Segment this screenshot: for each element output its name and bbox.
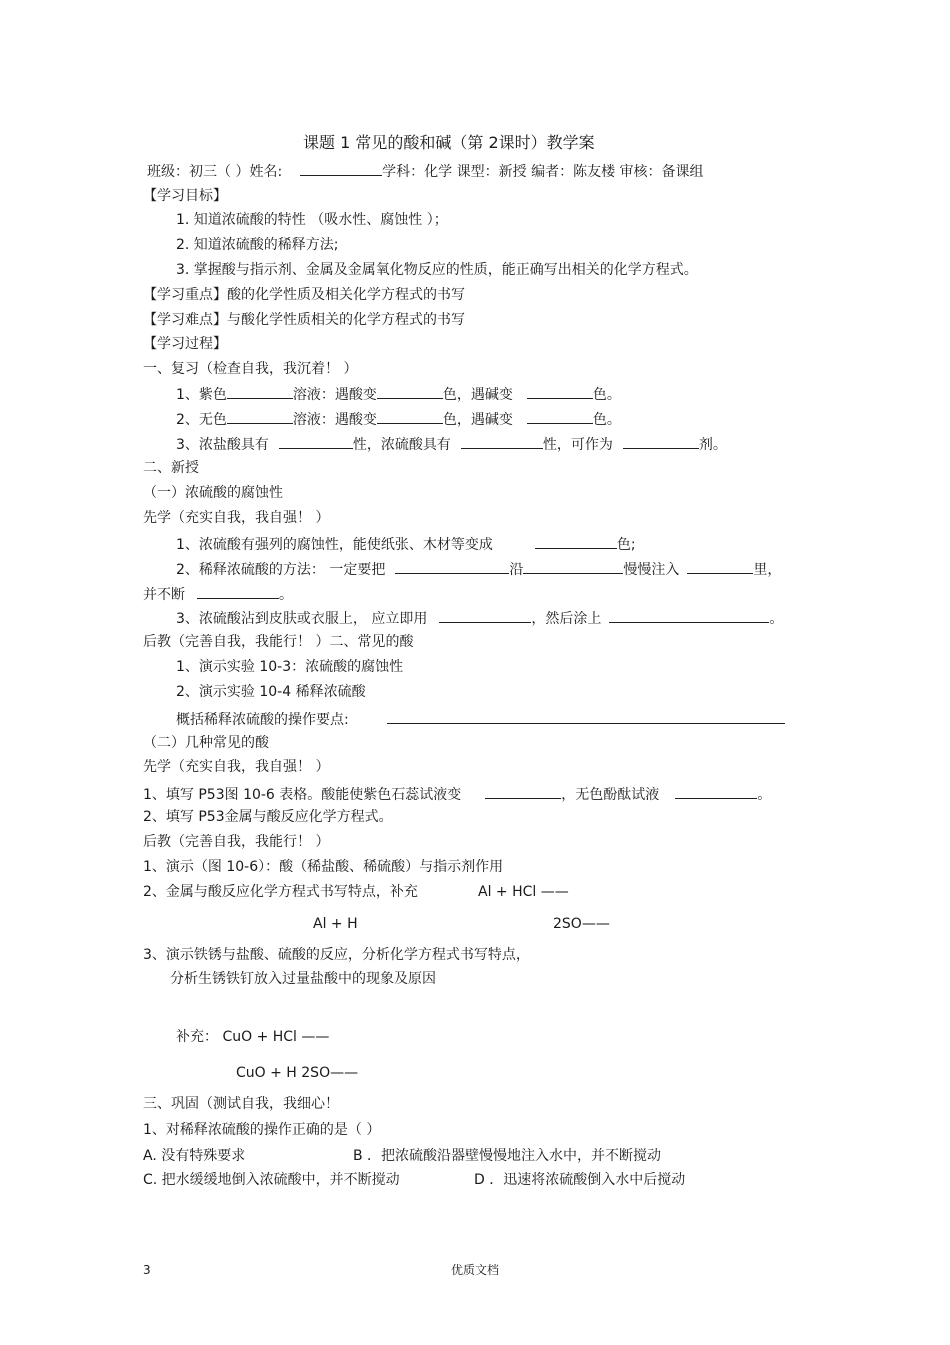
answer-blank[interactable]: [523, 559, 623, 574]
demo-item: 分析生锈铁钉放入过量盐酸中的现象及原因: [170, 971, 436, 987]
answer-blank[interactable]: [461, 434, 543, 449]
text: 性，浓硫酸具有: [352, 437, 451, 453]
text: 2、稀释浓硫酸的方法： 一定要把: [176, 562, 386, 578]
text: 1、紫色: [176, 387, 227, 403]
equation: CuO + H 2SO——: [236, 1065, 359, 1081]
answer-blank[interactable]: [227, 409, 293, 424]
answer-blank[interactable]: [377, 384, 443, 399]
option-b[interactable]: B ．把浓硫酸沿器壁慢慢地注入水中，并不断搅动: [353, 1148, 662, 1164]
text: 色;: [616, 537, 636, 553]
key-point: 【学习重点】酸的化学性质及相关化学方程式的书写: [143, 287, 465, 303]
answer-blank[interactable]: [485, 784, 561, 799]
answer-blank[interactable]: [377, 409, 443, 424]
text: ，无色酚酞试液: [561, 787, 660, 803]
process-heading: 【学习过程】: [143, 336, 227, 352]
equation-part: 2SO——: [553, 916, 610, 932]
text: 慢慢注入: [623, 562, 680, 578]
answer-blank[interactable]: [687, 559, 753, 574]
demo-item: 1、演示实验 10-3：浓硫酸的腐蚀性: [176, 659, 404, 675]
text: 。: [757, 787, 772, 803]
summary-line: [176, 709, 785, 729]
text: 3、浓硫酸沾到皮肤或衣服上， 应立即用: [176, 611, 428, 627]
text: 溶液：遇酸变: [292, 387, 377, 403]
answer-blank[interactable]: [279, 434, 353, 449]
page-title: 课题 1 常见的酸和碱（第 2课时）教学案: [303, 133, 595, 152]
goal-item: 1. 知道浓硫酸的特性 （吸水性、腐蚀性 ）；: [176, 212, 448, 228]
answer-blank[interactable]: [623, 434, 699, 449]
text: 色，遇碱变: [442, 387, 513, 403]
subsection-heading: （一）浓硫酸的腐蚀性: [143, 485, 283, 501]
text: 。: [769, 611, 784, 627]
demo-item: 3、演示铁锈与盐酸、硫酸的反应，分析化学方程式书写特点，: [143, 947, 530, 963]
review-line-3: [176, 434, 727, 454]
text: 溶液：遇酸变: [292, 412, 377, 428]
subsection-heading: （二）几种常见的酸: [143, 735, 269, 751]
consolidate-heading: 三、巩固（测试自我，我细心！: [143, 1096, 339, 1112]
pre-study-heading: 先学（充实自我，我自强！ ）: [143, 510, 330, 526]
info-rest: 学科：化学 课型：新授 编者：陈友楼 审核：备课组: [382, 164, 704, 180]
review-heading: 一、复习（检查自我，我沉着！ ）: [143, 361, 358, 377]
answer-blank[interactable]: [439, 608, 531, 623]
text: 概括稀释浓硫酸的操作要点:: [176, 712, 349, 728]
text: 。: [279, 587, 293, 603]
page-number: 3: [143, 1263, 151, 1277]
answer-blank[interactable]: [527, 384, 593, 399]
answer-blank[interactable]: [527, 409, 593, 424]
equation: Al + HCl ——: [478, 884, 569, 900]
text: 1、浓硫酸有强列的腐蚀性，能使纸张、木材等变成: [176, 537, 493, 553]
answer-blank[interactable]: [197, 584, 279, 599]
text: 并不断: [143, 587, 185, 603]
fill-line-1: [143, 784, 771, 804]
text: 色。: [592, 412, 621, 428]
review-line-1: [176, 384, 621, 404]
new-line-2b: [143, 584, 293, 604]
text: 里，: [753, 562, 782, 578]
text: 1、填写 P53图 10-6 表格。酸能使紫色石蕊试液变: [143, 787, 462, 803]
answer-blank[interactable]: [395, 559, 509, 574]
answer-blank[interactable]: [609, 608, 769, 623]
new-line-3: [176, 608, 783, 628]
fill-line-2: 2、填写 P53金属与酸反应化学方程式。: [143, 809, 393, 825]
equation: 补充： CuO + HCl ——: [176, 1029, 330, 1045]
answer-blank[interactable]: [535, 534, 617, 549]
post-study-heading: 后教（完善自我，我能行！ ）二、常见的酸: [143, 634, 414, 650]
goal-item: 3. 掌握酸与指示剂、金属及金属氧化物反应的性质，能正确写出相关的化学方程式。: [176, 262, 698, 278]
option-d[interactable]: D ．迅速将浓硫酸倒入水中后搅动: [474, 1172, 686, 1188]
demo-item: 1、演示（图 10-6）：酸（稀盐酸、稀硫酸）与指示剂作用: [143, 859, 504, 875]
option-c[interactable]: C. 把水缓缓地倒入浓硫酸中，并不断搅动: [143, 1172, 400, 1188]
post-study-heading: 后教（完善自我，我能行！ ）: [143, 834, 330, 850]
new-line-1: [176, 534, 636, 554]
answer-blank[interactable]: [387, 709, 785, 724]
answer-blank[interactable]: [227, 384, 293, 399]
footer-label: 优质文档: [451, 1263, 500, 1277]
equation-prompt: 2、金属与酸反应化学方程式书写特点，补充: [143, 884, 418, 900]
text: 沿: [509, 562, 524, 578]
text: 剂。: [698, 437, 727, 453]
name-blank[interactable]: [300, 161, 382, 176]
equation-part: Al + H: [313, 916, 358, 932]
goal-item: 2. 知道浓硫酸的稀释方法;: [176, 237, 339, 253]
goals-heading: 【学习目标】: [143, 188, 227, 204]
info-line: [147, 161, 704, 181]
text: 色，遇碱变: [442, 412, 513, 428]
question: 1、对稀释浓硫酸的操作正确的是（ ）: [143, 1122, 381, 1138]
text: 3、浓盐酸具有: [176, 437, 269, 453]
text: ，然后涂上: [531, 611, 602, 627]
demo-item: 2、演示实验 10-4 稀释浓硫酸: [176, 684, 366, 700]
option-a[interactable]: A. 没有特殊要求: [143, 1148, 246, 1164]
pre-study-heading: 先学（充实自我，我自强！ ）: [143, 759, 330, 775]
class-name-label: 班级：初三（ ）姓名:: [147, 164, 283, 180]
answer-blank[interactable]: [675, 784, 757, 799]
text: 色。: [592, 387, 621, 403]
new-heading: 二、新授: [143, 460, 199, 476]
review-line-2: [176, 409, 621, 429]
difficulty: 【学习难点】与酸化学性质相关的化学方程式的书写: [143, 312, 465, 328]
text: 性，可作为: [542, 437, 613, 453]
new-line-2: [176, 559, 781, 579]
text: 2、无色: [176, 412, 227, 428]
